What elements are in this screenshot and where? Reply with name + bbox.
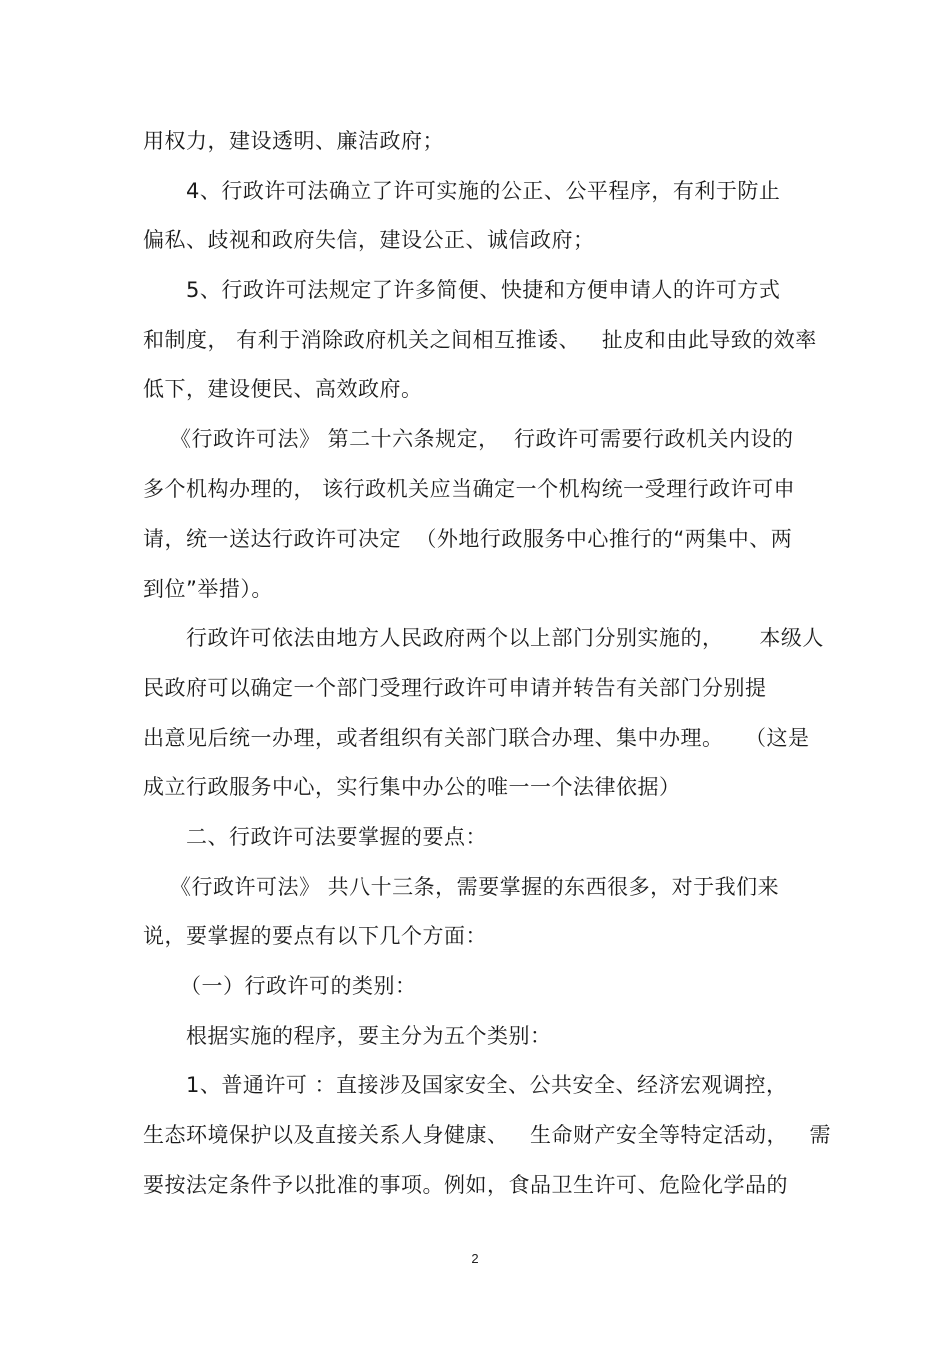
- text-line: 说，要掌握的要点有以下几个方面：: [143, 924, 487, 948]
- text-line: 要按法定条件予以批准的事项。例如，食品卫生许可、危险化学品的: [143, 1173, 788, 1197]
- text-line: 用权力，建设透明、廉洁政府；: [143, 129, 444, 153]
- text-line: 1、普通许可 ：直接涉及国家安全、公共安全、经济宏观调控，: [186, 1073, 788, 1097]
- subsection-heading: （一）行政许可的类别：: [180, 974, 417, 998]
- text-line: 行政许可依法由地方人民政府两个以上部门分别实施的， 本级人: [186, 626, 824, 650]
- text-line: 民政府可以确定一个部门受理行政许可申请并转告有关部门分别提: [143, 676, 767, 700]
- text-line: 低下，建设便民、高效政府。: [143, 377, 423, 401]
- text-line: 成立行政服务中心，实行集中办公的唯一一个法律依据）: [143, 775, 681, 799]
- text-line: 4、行政许可法确立了许可实施的公正、公平程序，有利于防止: [186, 179, 781, 203]
- text-line: 《行政许可法》 第二十六条规定， 行政许可需要行政机关内设的: [170, 427, 794, 451]
- text-line: 请，统一送达行政许可决定 （外地行政服务中心推行的“两集中、两: [143, 527, 793, 551]
- text-line: 和制度， 有利于消除政府机关之间相互推诿、 扯皮和由此导致的效率: [143, 328, 817, 352]
- text-line: 偏私、歧视和政府失信，建设公正、诚信政府；: [143, 228, 595, 252]
- page-number: 2: [471, 1251, 479, 1266]
- text-line: 《行政许可法》 共八十三条，需要掌握的东西很多，对于我们来: [170, 875, 780, 899]
- text-line: 出意见后统一办理，或者组织有关部门联合办理、集中办理。 （这是: [143, 726, 810, 750]
- section-heading: 二、行政许可法要掌握的要点：: [186, 825, 487, 849]
- text-line: 多个机构办理的， 该行政机关应当确定一个机构统一受理行政许可申: [143, 477, 796, 501]
- text-line: 根据实施的程序，要主分为五个类别：: [186, 1024, 552, 1048]
- text-line: 5、行政许可法规定了许多简便、快捷和方便申请人的许可方式: [186, 278, 781, 302]
- text-line: 生态环境保护以及直接关系人身健康、 生命财产安全等特定活动， 需: [143, 1123, 832, 1147]
- text-line: 到位”举措）。: [143, 577, 273, 601]
